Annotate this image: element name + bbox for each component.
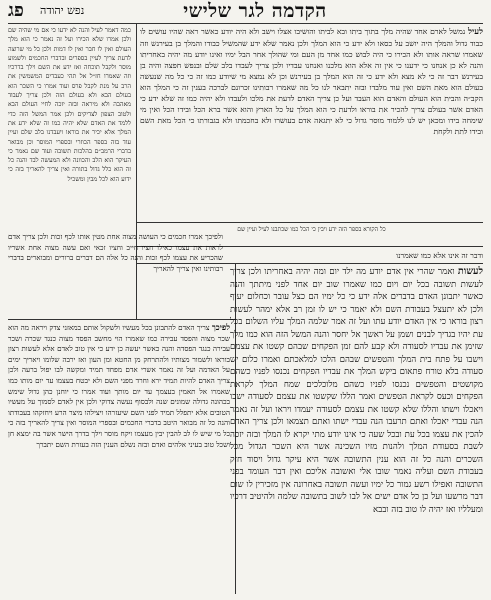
page-header (0, 0, 491, 24)
intro-start-word: לעיל (468, 27, 483, 37)
side-commentary-text: כמה דאמר לעיל והנה לא ידעו כי אם מי שהיה שם ולכן אמרו שלא הכירו ועל זה נאמר כי הוא מלך העולם ואין לו חבר ואין לו דמות ולכן כל מי שרוצה לדעת צריך לעיין בספרים ובדברי החכמים ולשמוע מוסר ולקבל תוכחה ואז ידע את השם וילך בדרכיו וזה שאמרו חז״ל אל תהי כעבדים המשמשין את הרב על מנת לקבל פרס ועוד אמרו כי השכר הוא בעולם הבא ולא בעולם הזה ולכן צריך לעבוד מאהבה ולא מיראה ובזה יזכה לחיי העולם הבא ולטוב הצפון לצדיקים ולכן אמר המשל הזה כדי ללמד את האדם שלא יהיה כמו זה שלא ידע את המלך אלא יכיר את בוראו ויעבדנו בלב שלם ועיין עוד בזה בספר הכוזרי ובספרי המוסר וכן מבואר בדברי הרמב״ם בהלכות תשובה ועוד שם נאמר כי העיקר הוא הלב והכוונה ולא המעשה לבד והנה כל זה הוא כלל גדול בתורה ואין צריך להאריך בזה כי ידוע הוא לכל מבין ומשכיל (8, 27, 131, 183)
mid-commentary-text: ולפיכך אמרו חכמים כי העושה מצוה אחת מטין אותו לכף זכות ולכן צריך אדם לראות את עצמו כאילו חציו חייב וחציו זכאי ואם עשה מצוה אחת אשריו שהכריע את עצמו לכף זכות והנה כל אלה הם דברים ברורים ומבוארים בדברי רבותינו ואין צריך להאריך (8, 232, 223, 273)
commentary-rule (8, 319, 235, 320)
running-head: נפש יהודה (40, 4, 85, 17)
section-divider-text: ודבר זה אינו אלא כמו שאמרנו (396, 251, 483, 260)
main-text: ואמר שהרי אין אדם יודע מה ילד יום ומה יהיה באחריתו ולכן צריך לעשות תשובה בכל יום ויום כמו שאמרו שוב יום אחד לפני מיתתך והנה כאשר יתבונן האדם בדברים אלה ידע כי כל ימיו הם כצל עובר וכחלום יעוף ולכן לא יתעצל בעבודת השם ולא יאמר כי יש לו זמן רב אלא ימהר לעשות רצון בוראו כי אין האדם יודע עתו ועל זה אמר שלמה המלך עליו השלום בכל עת יהיו בגדיך לבנים ושמן על ראשך אל יחסר והנה המשל הזה הוא כמו מלך שזימן את עבדיו לסעודה ולא קבע להם זמן הפקחים שבהם קשטו את עצמם וישבו על פתח בית המלך והטפשים שבהם הלכו למלאכתם ואמרו כלום יש סעודה בלא טורח פתאום ביקש המלך את עבדיו הפקחים נכנסו לפניו כשהם מקושטים והטפשים נכנסו לפניו כשהם מלוכלכים שמח המלך לקראת הפקחים וכעס לקראת הטפשים ואמר הללו שקשטו את עצמם לסעודה ישבו ויאכלו וישתו והללו שלא קשטו את עצמם לסעודה יעמדו ויראו ועל זה נאמר הנה עבדי יאכלו ואתם תרעבו הנה עבדי ישתו ואתם תצמאו ולכן צריך האדם להכין את עצמו בכל עת ובכל שעה כי אינו יודע מתי יקרא לו המלך ובזה יזכה לשבת בסעודת המלך ולהנות מזיו השכינה אשר היא השכר הגדול מכל השכרים והנה כל זה הוא ענין התשובה אשר היא עיקר גדול ויסוד חזק בעבודת השם ועליה נאמר שובו אלי ואשובה אליכם ואין דבר העומד בפני התשובה ואפילו רשע גמור כל ימיו ועשה תשובה באחרונה אין מזכירין לו שום דבר מרשעו ועל כן כל אדם ישים אל לבו לשוב בתשובה שלמה ולהיטיב דרכיו ומעלליו ואז יהיה לו טוב בזה ובבא (230, 267, 483, 515)
header-rule (8, 23, 483, 24)
intro-footnote: כל הקורא בספר הזה ידע ויבין כי הכל כמו שכתבנו לעיל ועיין שם (237, 226, 386, 233)
lower-commentary-block (8, 322, 230, 592)
intro-text-block (140, 26, 483, 221)
page-number: פג (8, 0, 24, 21)
main-start-word: לעשות (457, 266, 483, 277)
lower-commentary-start-word: לפיכך (211, 322, 230, 332)
main-text-block (230, 266, 483, 592)
intro-bottom-rule (136, 222, 483, 223)
lower-commentary-text: צריך האדם להתבונן בכל מעשיו ולשקול אותם במאזני צדק ויראה מה הוא שכר מצוה והפסד עבירה כמו שאמרו הוי מחשב הפסד מצוה כנגד שכרה ושכר עבירה כנגד הפסדה והנה כאשר יעשה כן ידע כי אין טוב לאדם אלא לעשות רצון בוראו ולשמור מצותיו ולהתרחק מן החטא ומן העון ואז ירבה שלומו ויאריך ימים על האדמה ועל זה נאמר אשרי אדם מפחד תמיד ומקשה לבו יפול ברעה ולכן צריך האדם להיות תמיד ירא וחרד מפני השם ולא יבטח בעצמו עד יום מותו כמו שאמרו אל תאמין בעצמך עד יום מותך ועוד אמרו כי יוחנן כהן גדול שימש בכהונה גדולה שמונים שנה ולבסוף נעשה צדוקי ולכן אין לאדם לסמוך על מעשיו הטובים אלא יתפלל תמיד לפני השם שיעזרהו ויצילהו מיצר הרע ויחזקהו בעבודתו והנה כל זה מבואר היטב בדברי החכמים ובספרי המוסר ואין צריך להאריך בזה כי כל מי שיש לו לב להבין יבין מעצמו ויקח מוסר וילך בדרך הישר אשר בה ימצא חן ושכל טוב בעיני אלהים ואדם ובזה נשלם הענין הזה בעזרת השם יתברך (8, 323, 230, 449)
intro-text: נמשל לארם אחד שהיה מלך בתוך ביתו ובא לביתו והושיבו אצלו וישב ולא היה יודע כאשר ראה שהיו עושים לו כבוד גדול והמלך היה יושב על כסאו ולא ידע כי הוא המלך ולכן נאמר שלא ידע שהמשיל כבודו והמלך בן בעירנש וזה שאמרו שראה אותו ולא הכירו כי היה לבוש כמו אחד מן העם ומי שהולך אחר הבל ימיו ואינו יודע מה יהיה באחריתו והנה לא כן אנחנו כי ידענו כי אין זה אלא הוא מלכנו ואנחנו עבדיו ולכן צריך לעבדו בלב שלם ובנפש חפצה והיה בן בעירנש דבר זה כי לא מצא ולא ידע כי זה הוא המלך בן בעירנש וכן לא נמצא מי שיודע כמו זה כי כל מה שנעשה בעולם הוא מאת השם ואין עוד מלבדו ובזה יתבאר לנו כל מה שאמרו רבותינו זכרונם לברכה בענין זה כי המלך הוא הקב״ה והבית הוא העולם והאדם הוא העבד ועל כן צריך האדם לדעת את מלכו ולעבדו ולא יהיה כמו זה שלא ידע כי האדם אשר בעולם צריך להכיר את בוראו ולדעת כי הוא המלך על כל הארץ והוא אשר ברא הכל ובידו הכל ואין מי שימחה בידו ומכאן יש לנו ללמוד מוסר גדול כי לא יתגאה אדם בעושרו ולא בחכמתו ולא בגבורתו כי הכל מאת השם ובידו לתת ולקחת (140, 27, 483, 136)
page-title: הקדמה לגר שלישי (183, 0, 327, 22)
mid-commentary-block (8, 232, 223, 315)
